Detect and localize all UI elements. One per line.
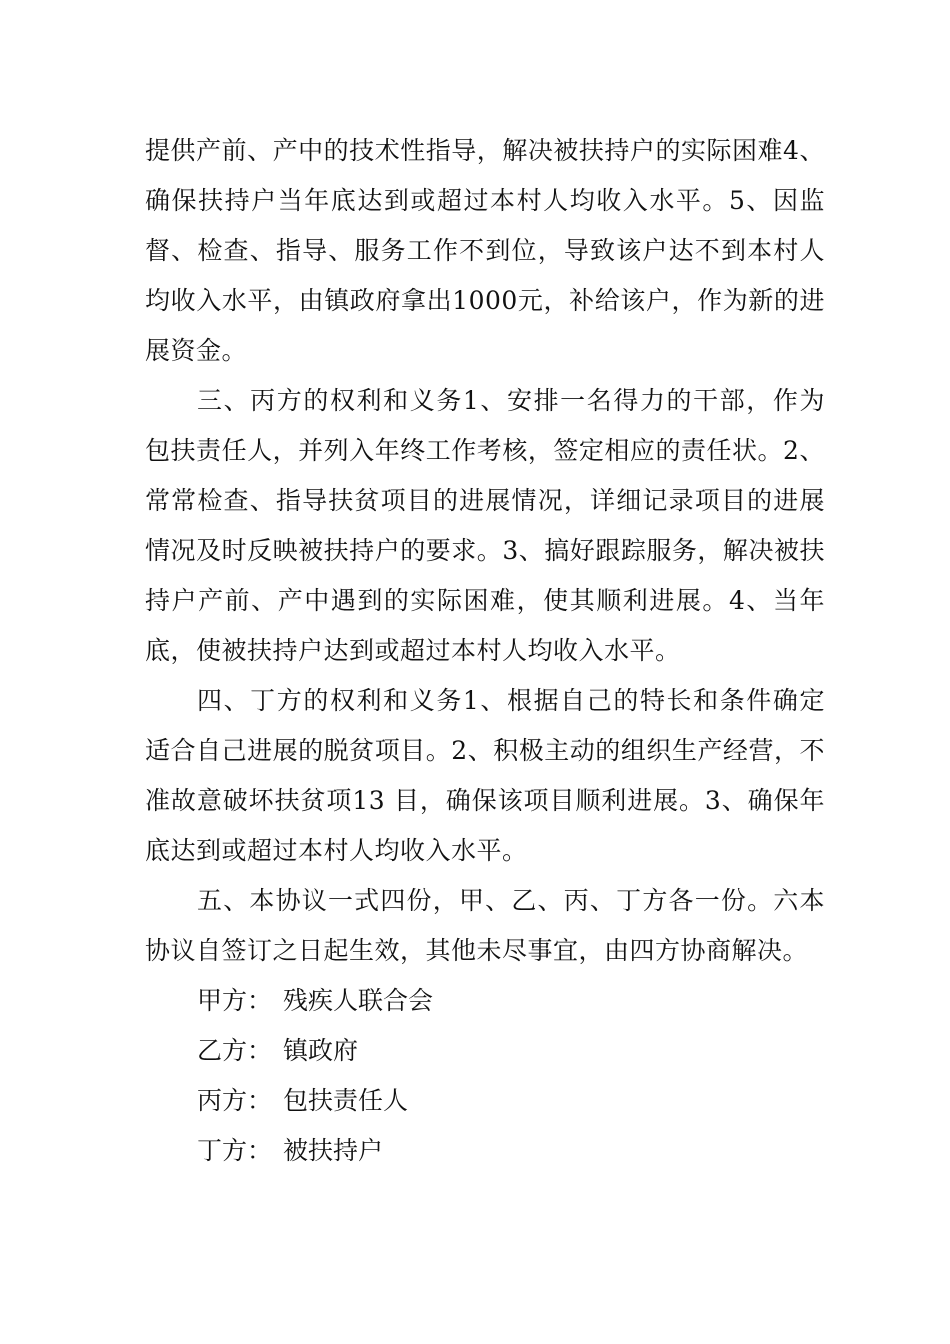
signature-role: 乙方：	[197, 1036, 273, 1065]
signature-name: 镇政府	[283, 1036, 359, 1065]
signature-party-a	[145, 976, 825, 1026]
paragraph-party-b-duties-continued: 提供产前、产中的技术性指导，解决被扶持户的实际困难4、确保扶持户当年底达到或超过本村人均收入水平。5、因监督、检查、指导、服务工作不到位，导致该户达不到本村人均收入水平，由镇政府拿出1000元，补给该户，作为新的进展资金。	[145, 136, 825, 365]
signature-role: 丁方：	[197, 1136, 273, 1165]
signature-party-b	[145, 1026, 825, 1076]
paragraph-party-d-duties: 四、丁方的权利和义务1、根据自己的特长和条件确定适合自己进展的脱贫项目。2、积极主动的组织生产经营，不准故意破坏扶贫项13 目，确保该项目顺利进展。3、确保年底达到或超过本村人均收入水平。	[145, 686, 825, 865]
document-body	[145, 126, 825, 1176]
signature-role: 甲方：	[197, 986, 273, 1015]
paragraph-agreement-terms: 五、本协议一式四份，甲、乙、丙、丁方各一份。六本协议自签订之日起生效，其他未尽事宜，由四方协商解决。	[145, 886, 825, 965]
signature-name: 残疾人联合会	[283, 986, 434, 1015]
paragraph-party-c-duties: 三、丙方的权利和义务1、安排一名得力的干部，作为包扶责任人，并列入年终工作考核，签定相应的责任状。2、常常检查、指导扶贫项目的进展情况，详细记录项目的进展情况及时反映被扶持户的要求。3、搞好跟踪服务，解决被扶持户产前、产中遇到的实际困难，使其顺利进展。4、当年底，使被扶持户达到或超过本村人均收入水平。	[145, 386, 825, 665]
signature-name: 被扶持户	[283, 1136, 384, 1165]
signature-role: 丙方：	[197, 1086, 273, 1115]
signature-party-c	[145, 1076, 825, 1126]
signature-name: 包扶责任人	[283, 1086, 409, 1115]
signature-party-d	[145, 1126, 825, 1176]
